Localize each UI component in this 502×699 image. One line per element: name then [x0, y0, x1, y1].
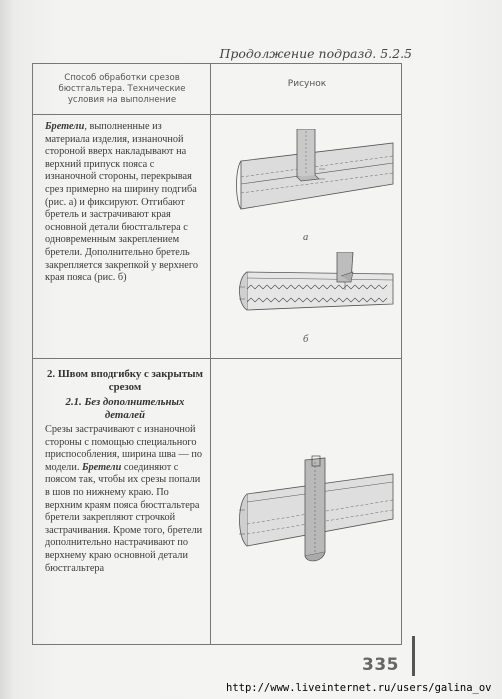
row1-lead: Бретели: [45, 121, 85, 132]
row1-text: [45, 121, 205, 285]
instruction-table: [32, 63, 402, 645]
figure-b-drawing: [233, 252, 398, 332]
header-method: Способ обработки срезов бюстгальтера. Технические условия на выполнение: [58, 73, 186, 105]
row-divider: [33, 358, 401, 359]
continuation-title: Продолжение подразд. 5.2.5: [219, 46, 412, 61]
figure-a-label: а: [303, 232, 309, 243]
row2-body2: соединяют с поясом так, чтобы их срезы попали в шов по нижнему краю. По верхним краям пояса бюстгальтера бретели закрепляют строчкой застрачивания. Кроме того, бретели дополнительно настрачивают по верхнему краю основной детали бюстгальтера: [45, 461, 203, 574]
page-number-bar: [412, 636, 415, 676]
page-number: 335: [362, 655, 399, 675]
figure-a-drawing: [233, 129, 398, 229]
header-figure: Рисунок: [287, 79, 327, 89]
figure-c-drawing: [233, 454, 403, 574]
figure-b-label: б: [303, 334, 309, 345]
header-divider: [33, 114, 401, 115]
watermark-url: http://www.liveinternet.ru/users/galina_ov: [226, 682, 492, 694]
section-title: 2. Швом вподгибку с закрытым срезом: [47, 368, 203, 393]
row2-text: [45, 424, 205, 575]
row2-body1: Срезы застрачивают с изнаночной стороны с помощью специального приспособления, ширина шва — по модели.: [45, 424, 203, 473]
row2-lead: Бретели: [81, 461, 122, 473]
column-divider: [210, 64, 211, 644]
row1-body: , выполненные из материала изделия, изнаночной стороной вверх накладывают на верхний припуск пояса с изнаночной стороны, перекрывая срез примерно на ширину подгиба (рис. а) и фиксируют. Отгибают бретель и застрачивают края основной детали бюстгальтера с одновременным закреплением бретели. Дополнительно бретель закрепляется закрепкой у верхнего края пояса (рис. б): [45, 121, 198, 284]
subsection-title: 2.1. Без дополнительных деталей: [65, 396, 185, 421]
